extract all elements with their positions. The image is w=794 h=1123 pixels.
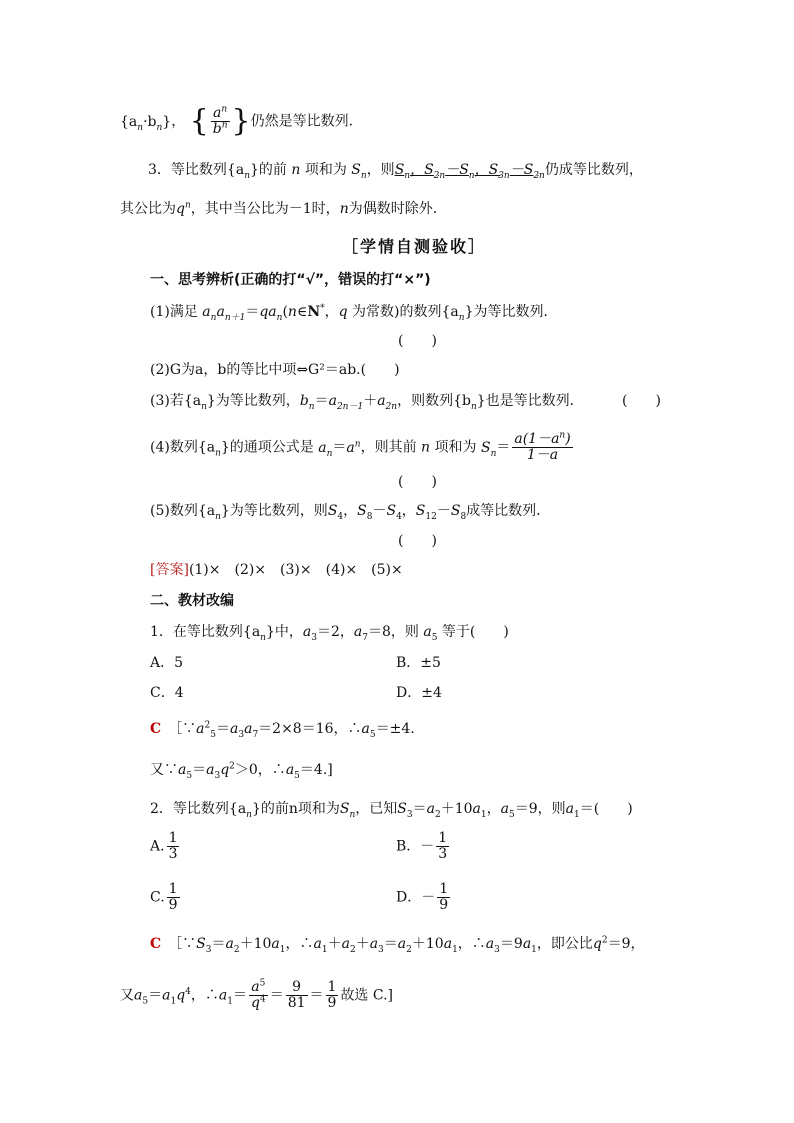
- q2: (2)G为a，b的等比中项⇔G²＝ab.( ): [150, 362, 400, 378]
- p2-option-a: A. $\frac{1}{3}$: [150, 830, 178, 862]
- q5-paren: ( ): [398, 533, 437, 549]
- p1-option-d: D．±4: [396, 685, 442, 701]
- p2-option-c: C. $\frac{1}{9}$: [150, 881, 178, 913]
- intro-line: $\{a_n\cdot b_n\}$， { $\frac{a^n}{b^n}$ }仍然是等比数列．: [120, 103, 363, 139]
- prop3-line2: 其公比为$q^n$，其中当公比为－1时，n为偶数时除外．: [120, 200, 447, 217]
- p1-option-a: A．5: [150, 655, 184, 671]
- part2-title: 二、教材改编: [150, 593, 234, 609]
- p2-solution-line2: 又$a_5=a_1q^4$，$\therefore a_1=$ $\frac{a^5}{q^4}$ ＝ $\frac{9}{81}$ ＝ $\frac{1}{9}$ 故选 C.]: [120, 978, 394, 1011]
- right-brace: }: [231, 103, 251, 139]
- p1-option-b: B．±5: [396, 655, 441, 671]
- p2-answer: C: [150, 936, 162, 952]
- part1-title: 一、思考辨析(正确的打“√”，错误的打“×”): [150, 272, 431, 288]
- p1-option-c: C．4: [150, 685, 184, 701]
- prop3-line1: 3．等比数列$\{a_n\}$的前 n 项和为 $S_n$，则$S_n$，$S_{2n}-S_n$，$S_{3n}-S_{2n}$仍成等比数列，: [148, 162, 643, 181]
- p2-solution-line1: C $[\because S_3=a_2+10a_1$，$\therefore a_1+a_2+a_3=a_2+10a_1$，$\therefore a_3=9a_1$，即公比$q^2=9$，: [150, 935, 645, 955]
- answer-line: [150, 560, 403, 580]
- p2-option-b: B．－ $\frac{1}{3}$: [396, 830, 448, 862]
- answer-label: [答案]: [150, 562, 189, 578]
- q4: (4)数列$\{a_n\}$的通项公式是 $a_n=a^n$，则其前 n 项和为 $S_n=$ $\frac{a(1-a^n)}{1-a}$: [150, 430, 571, 463]
- p1-solution-line1: C $[\because a^2_5=a_3a_7=2\times 8=16$，$\therefore a_5=\pm 4$.: [150, 720, 415, 740]
- p2-option-d: D．－ $\frac{1}{9}$: [396, 881, 449, 913]
- p2-stem: 2．等比数列$\{a_n\}$的前n项和为$S_n$，已知$S_3=a_2+10a_1$，$a_5=9$，则$a_1=$( ): [150, 801, 633, 820]
- intro-fraction: $\frac{a^n}{b^n}$: [212, 104, 228, 137]
- q4-paren: ( ): [398, 474, 437, 490]
- p1-answer: C: [150, 721, 162, 737]
- section-title: ［学情自测验收］: [342, 237, 487, 256]
- q3-paren: ( ): [622, 393, 661, 409]
- p1-stem: 1．在等比数列$\{a_n\}$中，$a_3=2$，$a_7=8$，则 $a_5$ 等于( ): [150, 624, 509, 643]
- intro-seq: $\{a_n\cdot b_n\}$: [120, 113, 172, 133]
- q3: (3)若$\{a_n\}$为等比数列，$b_n=a_{2n-1}+a_{2n}$，则数列$\{b_n\}$也是等比数列．: [150, 393, 584, 412]
- left-brace: {: [189, 103, 209, 139]
- answer-text: (1)× (2)× (3)× (4)× (5)×: [188, 562, 403, 578]
- q4-fraction: $\frac{a(1-a^n)}{1-a}$: [514, 430, 571, 463]
- q1: (1)满足 $a_na_{n+1}=qa_n(n\in N^*$，q 为常数)的数列$\{a_n\}$为等比数列．: [150, 303, 558, 323]
- p1-solution-line2: 又$\because a_5=a_3q^2>0$，$\therefore a_5=4$.]: [150, 761, 333, 781]
- q5: (5)数列$\{a_n\}$为等比数列，则$S_4$，$S_8-S_4$，$S_{12}-S_8$成等比数列．: [150, 503, 551, 522]
- q1-paren: ( ): [398, 333, 437, 349]
